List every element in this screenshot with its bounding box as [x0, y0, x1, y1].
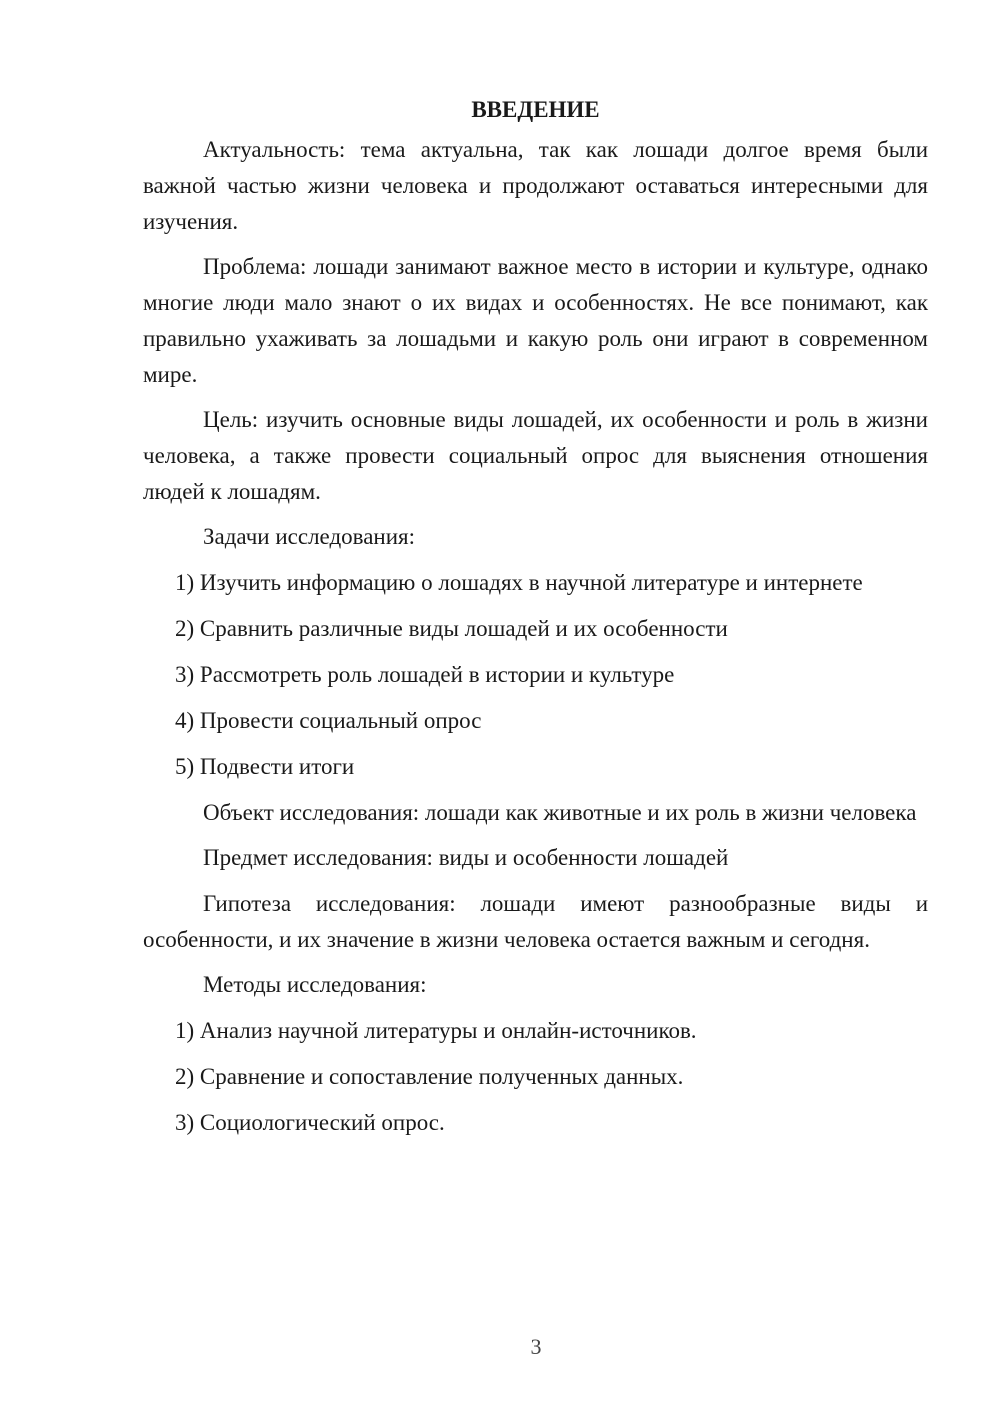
- list-item: 4) Провести социальный опрос: [175, 708, 482, 733]
- methods-list: [143, 1013, 928, 1141]
- object-paragraph: Объект исследования: лошади как животные и их роль в жизни человека: [203, 800, 917, 825]
- list-item: 1) Изучить информацию о лошадях в научной литературе и интернете: [175, 570, 863, 595]
- list-item: 2) Сравнить различные виды лошадей и их особенности: [175, 616, 728, 641]
- tasks-heading: Задачи исследования:: [203, 524, 416, 549]
- page-number: 3: [530, 1334, 542, 1359]
- list-item: 2) Сравнение и сопоставление полученных данных.: [175, 1064, 684, 1089]
- list-item: 3) Социологический опрос.: [175, 1110, 445, 1135]
- list-item: 3) Рассмотреть роль лошадей в истории и культуре: [175, 662, 675, 687]
- document-page: [143, 92, 928, 1151]
- subject-paragraph: Предмет исследования: виды и особенности лошадей: [203, 845, 729, 870]
- hypothesis-paragraph: Гипотеза исследования: лошади имеют разнообразные виды и особенности, и их значение в жизни человека остается важным и сегодня.: [143, 891, 928, 952]
- tasks-list: [143, 565, 928, 785]
- list-item: 5) Подвести итоги: [175, 754, 355, 779]
- relevance-paragraph: Актуальность: тема актуальна, так как лошади долгое время были важной частью жизни человека и продолжают оставаться интересными для изучения.: [143, 137, 928, 234]
- problem-paragraph: Проблема: лошади занимают важное место в истории и культуре, однако многие люди мало знают о их видах и особенностях. Не все понимают, как правильно ухаживать за лошадьми и какую роль они играют в современном мире.: [143, 254, 928, 387]
- goal-paragraph: Цель: изучить основные виды лошадей, их особенности и роль в жизни человека, а также провести социальный опрос для выяснения отношения людей к лошадям.: [143, 407, 928, 504]
- section-title: ВВЕДЕНИЕ: [471, 97, 600, 122]
- methods-heading: Методы исследования:: [203, 972, 427, 997]
- list-item: 1) Анализ научной литературы и онлайн-источников.: [175, 1018, 697, 1043]
